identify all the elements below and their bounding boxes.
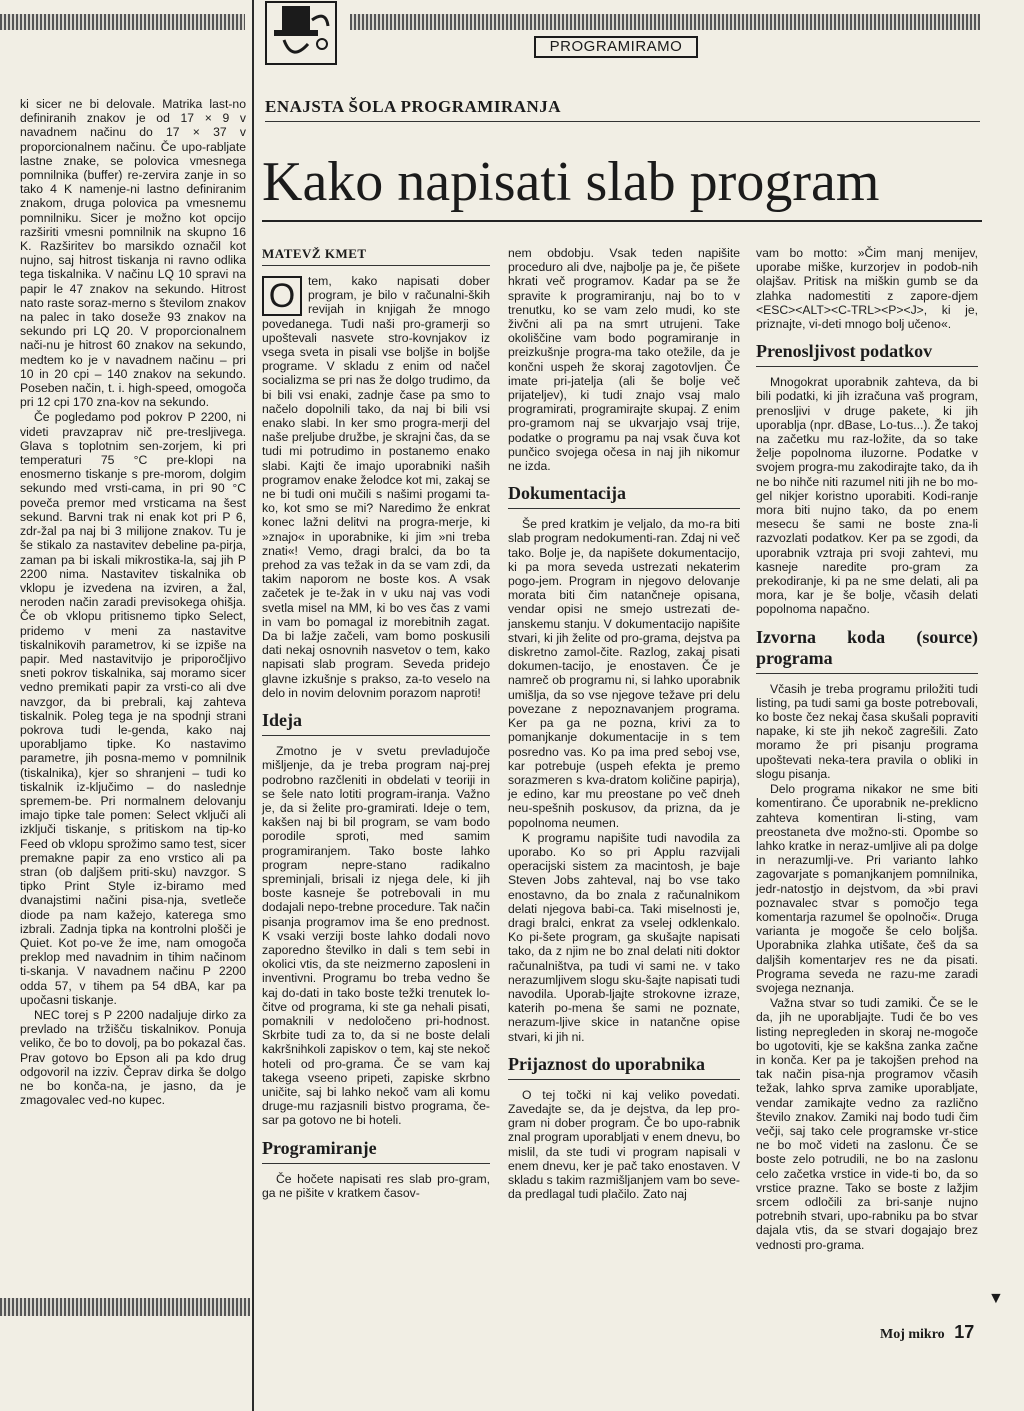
paragraph: Včasih je treba programu priložiti tudi listing, pa tudi sami ga boste potrebovali, ko boste čez nekaj časa skušali popraviti napake, ki ste jih nekoč zagrešili. Zato moramo že pri pisanju programa upoštevati neka-tera pravila o obliki in slogu pisanja. (756, 681, 978, 781)
paragraph: ki sicer ne bi delovale. Matrika last-no definiranih znakov je od 17 × 9 v navadnem načinu do 17 × 37 v proporcionalnem načinu. Če upo-rabljate lastne znake, se polovica vmesnega pomnilnika (buffer) re-zervira zanje in so tako 4 K namenje-ni lastno definiranim znakom, druga polovica pa vmesnemu pomnilniku. Sicer je možno kot opcijo razširiti vmesni pomnilnik na skupno 16 K. Razširitev bo marsikdo označil kot nujno, saj hitrost tiskanja ni ravno odlika tega tiskalnika. V načinu LQ 10 spravi na papir le 47 znakov na sekundo. Hitrost nato raste soraz-merno s številom znakov na palec in tako doseže 93 znakov na sekundo pri LQ 20. V proporcionalnem nači-nu je hitrost 60 znakov na sekundo, medtem ko je v navadnem načinu – pri 10 in 20 cpi – 140 znakov na sekundo. Poseben način, t. i. high-speed, omogoča pri 12 cpi 170 zna-kov na sekundo. (20, 97, 246, 410)
subheading-dokumentacija: Dokumentacija (508, 483, 740, 509)
article-column-3 (756, 246, 978, 1252)
paragraph: Še pred kratkim je veljalo, da mo-ra biti slab program nedokumenti-ran. Zdaj ni več tako. Bolje je, da napišete dokumentacijo, ki pa mora seveda ustrezati nekaterim pogo-jem. Program in njegovo delovanje morata biti čim natančneje opisana, vendar opisi ne smejo ustrezati de-janskemu stanju. V dokumentacijo napišite stvari, ki jih želite od pro-grama, dejstva pa diskretno zamol-čite. Razlog, zakaj pisati dokumen-tacijo, je enostaven. Če je namreč ob programu ni, si lahko uporabnik umišlja, da so vse njegove težave pri delu povezane z nepoznavanjem programa. Ker pa ga ne pozna, krivi za to pomanjkanje dokumentacije in s tem posredno vas. Ko pa ima pred seboj vse, kar potrebuje (uspeh efekta je premo sorazmeren s kva-dratom količine papirja), je edino, kar mu preostane po več dneh neu-spešnih poskusov, da prizna, da je popolnoma neumen. (508, 517, 740, 830)
decorative-bar-left (0, 14, 245, 30)
subheading-izvorna-koda: Izvorna koda (source) programa (756, 627, 978, 674)
paragraph: Če pogledamo pod pokrov P 2200, ni videti pravzaprav nič pre-tresljivega. Glava s toplotnim sen-zorjem, ki pri temperaturi 75 °C pre-klopi na enosmerno tiskanje s pre-morom, dolgim sekundo med vrsti-cama, in pri 90 °C poveča premor med vrsticama na šest sekund. Barvni trak ni enak kot pri P 6, zdr-žal pa naj bi 3 milijone znakov. Tu je še stikalo za nastavitev debeline pa-pirja, zaman pa bi iskali mikrostika-la, saj jih P 2200 nima. Nastavitev tiskalnika ob vklopu je izvedena na izviren, a žal, neroden način zaradi previsokega ohišja. Če ob vklopu pritisnemo tipko Select, pridemo v meni za nastavitve tiskalnikovih parametrov, ki se izpiše na papir. Med nastavitvijo je priporočljivo sneti pokrov tiskalnika, saj moramo sicer vedno premikati papir za vrsti-co ali dve navzgor, da bi prebrali, kaj zahteva tiskalnik. Poleg tega je na spodnji strani pokrova tudi le-genda, kako naj uporabljamo tipke. Ko nastavimo parametre, jih posna-memo v pomnilnik (tiskalnika), kjer so shranjeni – tudi ko tiskalnik iz-ključimo – do naslednje spremem-be. Pri normalnem delovanju imajo tipke tale pomen: Select vključi ali izključi tiskanje, s pritiskom na tip-ko Feed ob vklopu sprožimo samo test, sicer premakne papir za eno vrstico ali pa stran (ob daljšem priti-sku) navzgor. S tipko Print Style iz-biramo med dvanajstimi načini pisa-nja, svetleče diode pa nam kažejo, katerega smo izbrali. Zadnja tipka na kontrolni plošči je Quiet. Kot po-ve že ime, nam omogoča preklop med navadnim in tihim načinom ti-skanja. V navadnem načinu P 2200 odda 57, v tihem pa 54 dBA, kar pa upočasni tiskanje. (20, 410, 246, 1007)
paragraph: Zmotno je v svetu prevladujoče mišljenje, da je treba program naj-prej podrobno razčleniti in obdelati v teoriji in se šele nato lotiti program-iranja. Važno je, da si želite pro-gramirati. Ideje o tem, kakšen naj bi bil program, se vam bodo porodile sproti, med samim programiranjem. Tako boste lahko program nepre-stano radikalno spreminjali, brisali iz njega dele, ki jih boste kasneje še potrebovali in mu dodajali nepo-trebne procedure. Tak način pisanja programov ima še eno prednost. K vsaki verziji boste lahko dodali novo zaporedno številko in dali s tem sebi in okolici vtis, da ste neizmerno zaposleni in inventivni. Programu bo treba vedno še kaj do-dati in tako boste težki trenutek lo-čitve od programa, ki ste ga nehali pisati, pomaknili v nedoločeno pri-hodnost. Skrbite tudi za to, da si ne boste delali kakršnihkoli zapiskov o tem, kaj ste nekoč hoteli od pro-grama. Če se vam kaj takega vseeno pripeti, zapiske skrbno uničite, saj bi lahko nekoč vam ali komu druge-mu razjasnili bistvo programa, če-sar pa gotovo ne bi hoteli. (262, 744, 490, 1128)
previous-article-column (20, 97, 246, 1107)
drop-cap: O (262, 276, 302, 316)
subheading-programiranje: Programiranje (262, 1138, 490, 1164)
paragraph: O tej točki ni kaj veliko povedati. Zavedajte se, da je dejstva, da lep pro-gram ni dober program. Če bo upo-rabnik znal program uporabljati v enem dnevu, bo mislil, da ste tudi vi program napisali v enem dnevu, ker je pač tako enostaven. V skladu s takim razmišljanjem vam bo seve-da predlagal tudi plačilo. Zato naj (508, 1087, 740, 1202)
article-column-2 (508, 246, 740, 1201)
top-hat-logo-icon (262, 0, 340, 66)
decorative-bar-right (350, 14, 980, 30)
paragraph: nem obdobju. Vsak teden napišite proceduro ali dve, najbolje pa je, če pišete hkrati več programov. Kadar pa se že spravite k programiranju, naj bo to v trenutku, ko se vam zelo mudi, ko ste živčni ali pa na smrt utrujeni. Take okoliščine vam bodo pogramiranje in preizkušnje progra-ma tako otežile, da je končni uspeh že skoraj zagotovljen. Če imate pri-jatelja (ali še bolje več prijateljev), ki tudi znajo vsaj malo programirati, programirajte skupaj. Z enim pro-gramom naj se ukvarjajo vsaj trije, podatke o programu pa naj vsak čuva kot punčico svojega očesa in naj jih nikomur ne izda. (508, 246, 740, 474)
paragraph: Mnogokrat uporabnik zahteva, da bi bili podatki, ki jih izračuna vaš program, prenosljivi v druge pakete, ki jih uporablja (npr. dBase, Lo-tus...). Že takoj na začetku mu raz-ložite, da so take želje popolnoma iluzorne. Podatke v svojem progra-mu zakodirajte tako, da ih ne bo nihče niti razumel niti jih ne bo mo-gel nikjer koristno uporabiti. Kodi-ranje mora biti nujno tako, da po enem mesecu še sami ne boste zna-li razvozlati podatkov. Ker pa se zgodi, da uporabnik vztraja pri svoji zahtevi, mu kasneje naredite pro-gram za prekodiranje, ki pa ne sme delati, ali pa mora, kar je še bolje, včasih delati popolnoma napačno. (756, 375, 978, 617)
intro-paragraph (262, 274, 490, 700)
subheading-ideja: Ideja (262, 710, 490, 736)
author-byline: MATEVŽ KMET (262, 246, 490, 266)
paragraph: vam bo motto: »Čim manj menijev, uporabe miške, kurzorjev in podob-nih olajšav. Pritisk na miškin gumb se da zlahka nadomestiti z zapore-djem <ESC><ALT><C-TRL><P><J>, ki je, priznajte, vi-deti mnogo bolj učeno«. (756, 246, 978, 332)
page-footer (880, 1322, 974, 1343)
column-divider (252, 0, 254, 1411)
subheading-prijaznost: Prijaznost do uporabnika (508, 1054, 740, 1080)
article-title: Kako napisati slab program (262, 150, 982, 222)
paragraph: Če hočete napisati res slab pro-gram, ga ne pišite v kratkem časov- (262, 1171, 490, 1200)
series-heading: ENAJSTA ŠOLA PROGRAMIRANJA (265, 97, 980, 122)
paragraph: Delo programa nikakor ne sme biti komentirano. Če uporabnik ne-preklicno zahteva komentiran li-sting, vam preostaneta dve možno-sti. Opombe so lahko kratke in neraz-umljive ali pa dolge in nerazumlji-ve. Pri varianto lahko zagovarjate s pomanjkanjem pomnilnika, jedr-natostjo in dejstvom, da »bi pravi poznavalec stvar s pomočjo tega komentarja razumel še opolnoči«. Druga varianta je mogoče še celo boljša. Uporabnika zlahka utišate, češ da sa daljših komentarjev res ne da pisati. Programa seveda ne razu-me zaradi svojega neznanja. (756, 782, 978, 995)
paragraph: Važna stvar so tudi zamiki. Če se le da, jih ne uporabljajte. Tudi če bo ves listing nepregleden in skoraj ne-mogoče bo ugotoviti, kje se kakšna zanka začne in konča. Ker pa je takojšen prehod na tak način pisa-nja programov včasih težak, lahko sprva zamike uporabljate, vendar zamikajte vedno za različno število znakov. Zamiki naj bodo tudi čim večji, saj tako cele programske vr-stice ne bo moč videti na zaslonu. Če se boste zelo potrudili, ne bo na zaslonu celo začetka vrstice in vide-ti bo, da so vrstice prazne. Tako se boste z lažjim srcem odločili za bri-sanje nujno potrebnih stvari, upo-rabniku pa bo stvar dajala vtis, da se stvari dogajajo brez vednosti pro-grama. (756, 996, 978, 1252)
intro-text: tem, kako napisati dober program, je bilo v računalni-ških revijah in knjigah že mnogo povedanega. Tudi naši pro-gramerji so upoštevali nasvete stro-kovnjakov iz vsega sveta in pisali vse boljše in boljše programe. V skladu z enim od načel socializma se pri nas že dolgo trudimo, da bi bili vsi enaki, zadnje čase pa smo to načelo dopolnili tako, da naj bi bili vsi enako slabi. In ker smo progra-merji del naše preljube družbe, je skrajni čas, da se tudi mi potrudimo in postanemo enako slabi. Kajti če imajo uporabniki naših programov enake želodce kot mi, zakaj se ne bi tudi oni mučili s našimi progami ta-ko, kot smo se mi? Naredimo že enkrat konec lažni delitvi na progra-merje, ki »znajo« in uporabnike, ki jim »ni treba znati«! Vemo, dragi bralci, da bo ta prehod za vas težak in da se vam zdi, da takim naporom ne boste kos. A vsak začetek je te-žak in v uku naj vas vodi svetla misel na MM, ki bo ves čas z vami in vam bo pomagal iz morebitnih zagat. Da bi lažje začeli, vam bomo poskusili dati nekaj osnovnih nasvetov o tem, kako napisati slab program. Seveda pridejo glavne izkušnje s prakso, za-to veselo na delo in novim delovnim porazom naproti! (262, 274, 490, 700)
paragraph: NEC torej s P 2200 nadaljuje dirko za prevlado na tržišču tiskalnikov. Ponuja veliko, če bo to dovolj, pa bo pokazal čas. Prav gotovo bo Epson ali pa kdo drug odgovoril na izziv. Čeprav dirka še dolgo ne bo konča-na, je jasno, da je zmagovalec ved-no kupec. (20, 1008, 246, 1108)
magazine-name: Moj mikro (880, 1327, 945, 1342)
section-label: PROGRAMIRAMO (534, 36, 698, 58)
paragraph: K programu napišite tudi navodila za uporabo. Ko so pri Applu razvijali operacijski sistem za macintosh, je baje Steven Jobs zahteval, naj bo vse tako enostavno, da bo znala z računalnikom delati njegova babi-ca. Taki miselnosti je, dragi bralci, enkrat za vselej odklenkalo. Ko pi-šete program, ga skušajte napisati tako, da z njim ne bo znal delati niti doktor računalništva, pa tudi vi sami ne. v tako nerazumljivem slogu sku-šajte napisati tudi navodila. Uporab-ljajte strokovne izraze, katerih po-mena še sami ne poznate, nerazum-ljive skice in natančne opise stvari, ki jih ni. (508, 830, 740, 1044)
continue-arrow-icon: ▼ (988, 1290, 1004, 1307)
subheading-prenosljivost: Prenosljivost podatkov (756, 341, 978, 367)
decorative-bar-bottom (0, 1298, 250, 1316)
article-column-1 (262, 246, 490, 1200)
page-number: 17 (954, 1322, 975, 1342)
